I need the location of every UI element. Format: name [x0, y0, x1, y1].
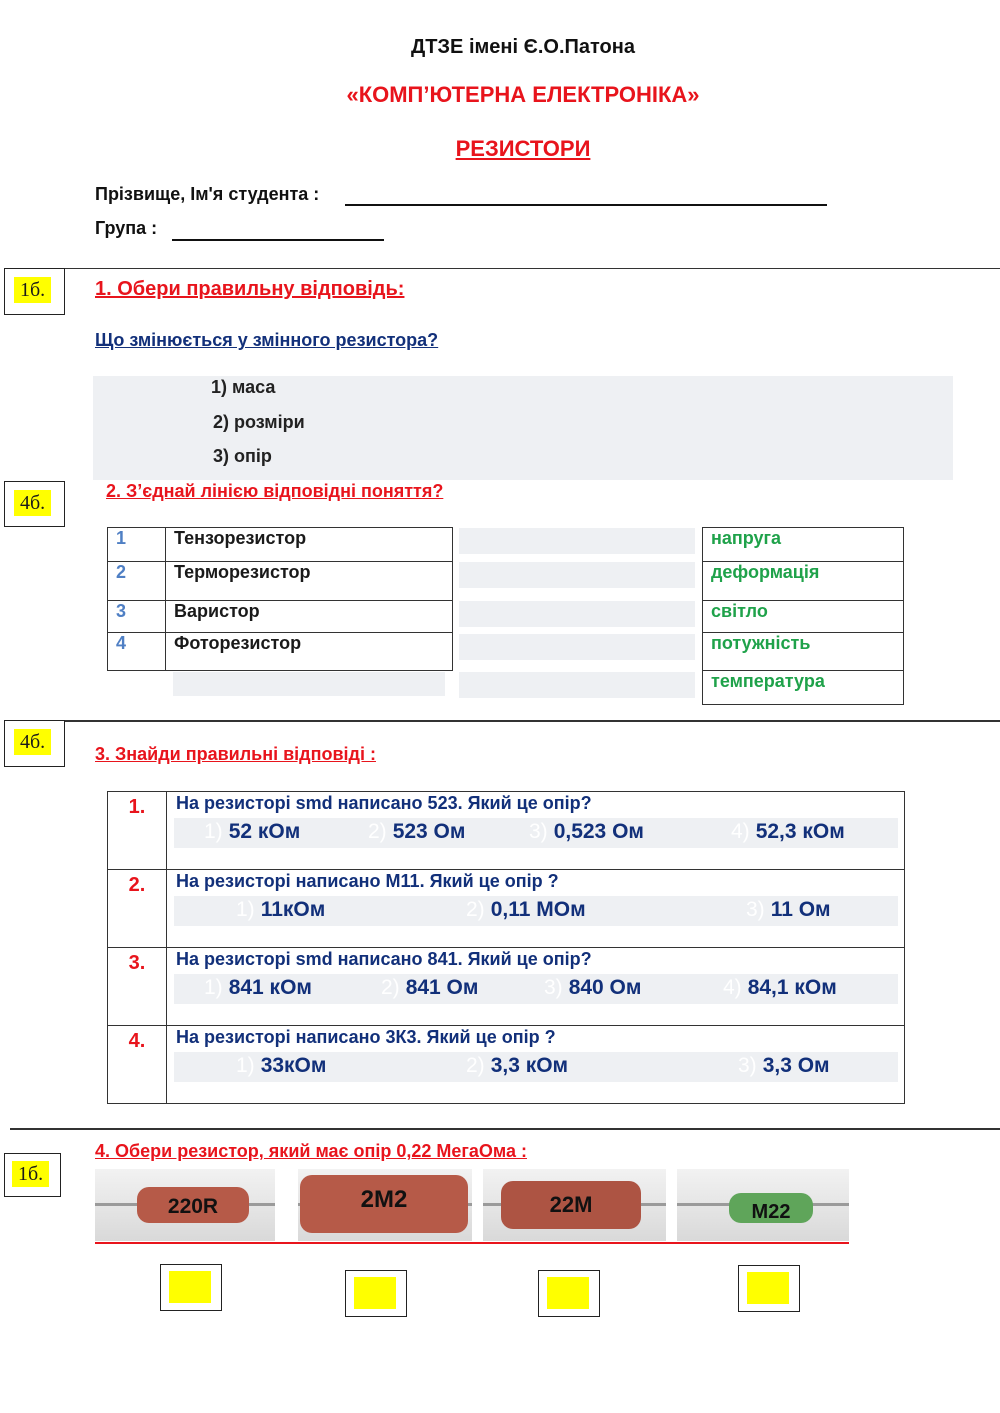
q3-item-number: 2. [128, 874, 146, 896]
q3-item-question: На резисторі написано М11. Який це опір ? [176, 871, 559, 891]
resistor-label: 2M2 [300, 1175, 468, 1233]
answer-checkbox[interactable] [345, 1270, 407, 1317]
q1-title: 1. Обери правильну відповідь: [95, 278, 405, 300]
topic-title: РЕЗИСТОРИ [455, 136, 591, 161]
term-number: 1 [108, 528, 166, 562]
answer-option[interactable]: 4) 84,1 кОм [723, 976, 837, 999]
q1-option[interactable]: 1) маса [211, 377, 276, 397]
answer-option[interactable]: 1) 52 кОм [204, 820, 301, 843]
course-title: «КОМП’ЮТЕРНА ЕЛЕКТРОНІКА» [346, 82, 700, 107]
q3-title: 3. Знайди правильні відповіді : [95, 744, 376, 764]
divider [95, 1242, 849, 1244]
q3-row [108, 1025, 904, 1104]
blank-cell [459, 562, 695, 588]
q3-item-question: На резисторі smd написано 841. Який це опір? [176, 949, 592, 969]
term-label[interactable]: Тензорезистор [166, 528, 453, 562]
q1-option[interactable]: 3) опір [213, 446, 272, 466]
resistor-label: M22 [729, 1193, 813, 1223]
q1-question: Що змінюється у змінного резистора? [95, 330, 439, 350]
resistor-image[interactable] [483, 1169, 666, 1241]
concept-label[interactable]: напруга [703, 528, 904, 562]
concept-label[interactable]: температура [703, 671, 904, 705]
resistor-image[interactable] [677, 1169, 849, 1241]
q2-right-table [702, 527, 904, 705]
answer-checkbox[interactable] [538, 1270, 600, 1317]
answer-checkbox[interactable] [160, 1264, 222, 1311]
divider [64, 268, 1000, 269]
student-name-line[interactable] [345, 204, 827, 206]
resistor-label: 220R [137, 1187, 249, 1223]
q3-item-number: 1. [128, 796, 146, 818]
group-line[interactable] [172, 239, 384, 241]
term-number: 3 [108, 601, 166, 633]
concept-label[interactable]: деформація [703, 562, 904, 601]
answer-option[interactable]: 2) 0,11 МОм [466, 898, 586, 921]
answer-option[interactable]: 4) 52,3 кОм [731, 820, 845, 843]
score-box: 4б. [4, 720, 65, 767]
q3-row [108, 947, 904, 1026]
q3-row [108, 792, 904, 869]
q3-row [108, 869, 904, 948]
q3-item-number: 3. [128, 952, 146, 974]
answer-option[interactable]: 3) 11 Ом [746, 898, 831, 921]
answer-option[interactable]: 2) 523 Ом [368, 820, 466, 843]
answer-option[interactable]: 2) 841 Ом [381, 976, 479, 999]
q4-title: 4. Обери резистор, який має опір 0,22 МегаОма : [95, 1141, 527, 1161]
score-box: 4б. [4, 481, 65, 527]
term-number: 4 [108, 633, 166, 671]
answer-option[interactable]: 3) 3,3 Ом [738, 1054, 830, 1077]
concept-label[interactable]: світло [703, 601, 904, 633]
q1-option[interactable]: 2) розміри [213, 412, 305, 432]
q3-item-question: На резисторі написано 3К3. Який це опір ? [176, 1027, 556, 1047]
term-label[interactable]: Варистор [166, 601, 453, 633]
answer-option[interactable]: 3) 0,523 Ом [529, 820, 644, 843]
resistor-image[interactable] [298, 1169, 472, 1241]
answer-option[interactable]: 3) 840 Ом [544, 976, 642, 999]
q3-answers [174, 1052, 898, 1082]
answer-option[interactable]: 1) 841 кОм [204, 976, 312, 999]
q3-item-number: 4. [128, 1030, 146, 1052]
q3-answers [174, 974, 898, 1004]
blank-cell [459, 634, 695, 660]
concept-label[interactable]: потужність [703, 633, 904, 671]
answer-option[interactable]: 2) 3,3 кОм [466, 1054, 569, 1077]
term-number: 2 [108, 562, 166, 601]
q3-answers [174, 818, 898, 848]
answer-option[interactable]: 1) 11кОм [236, 898, 326, 921]
term-label[interactable]: Терморезистор [166, 562, 453, 601]
school-title: ДТЗЕ імені Є.О.Патона [411, 36, 635, 58]
answer-checkbox[interactable] [738, 1265, 800, 1312]
q2-left-table [107, 527, 453, 671]
answer-option[interactable]: 1) 33кОм [236, 1054, 327, 1077]
student-name-label: Прізвище, Ім'я студента : [95, 184, 320, 204]
blank-cell [459, 601, 695, 627]
term-label[interactable]: Фоторезистор [166, 633, 453, 671]
divider [64, 720, 1000, 722]
q3-table [107, 791, 905, 1104]
resistor-image[interactable] [95, 1169, 275, 1241]
score-box: 1б. [4, 268, 65, 315]
q3-answers [174, 896, 898, 926]
resistor-label: 22M [501, 1181, 641, 1229]
q2-title: 2. З’єднай лінією відповідні поняття? [106, 481, 444, 501]
group-label: Група : [95, 218, 158, 238]
blank-cell [459, 672, 695, 698]
q3-item-question: На резисторі smd написано 523. Який це опір? [176, 793, 592, 813]
score-box: 1б. [4, 1153, 61, 1197]
blank-cell [173, 672, 445, 696]
divider [10, 1128, 1000, 1130]
blank-cell [459, 528, 695, 554]
